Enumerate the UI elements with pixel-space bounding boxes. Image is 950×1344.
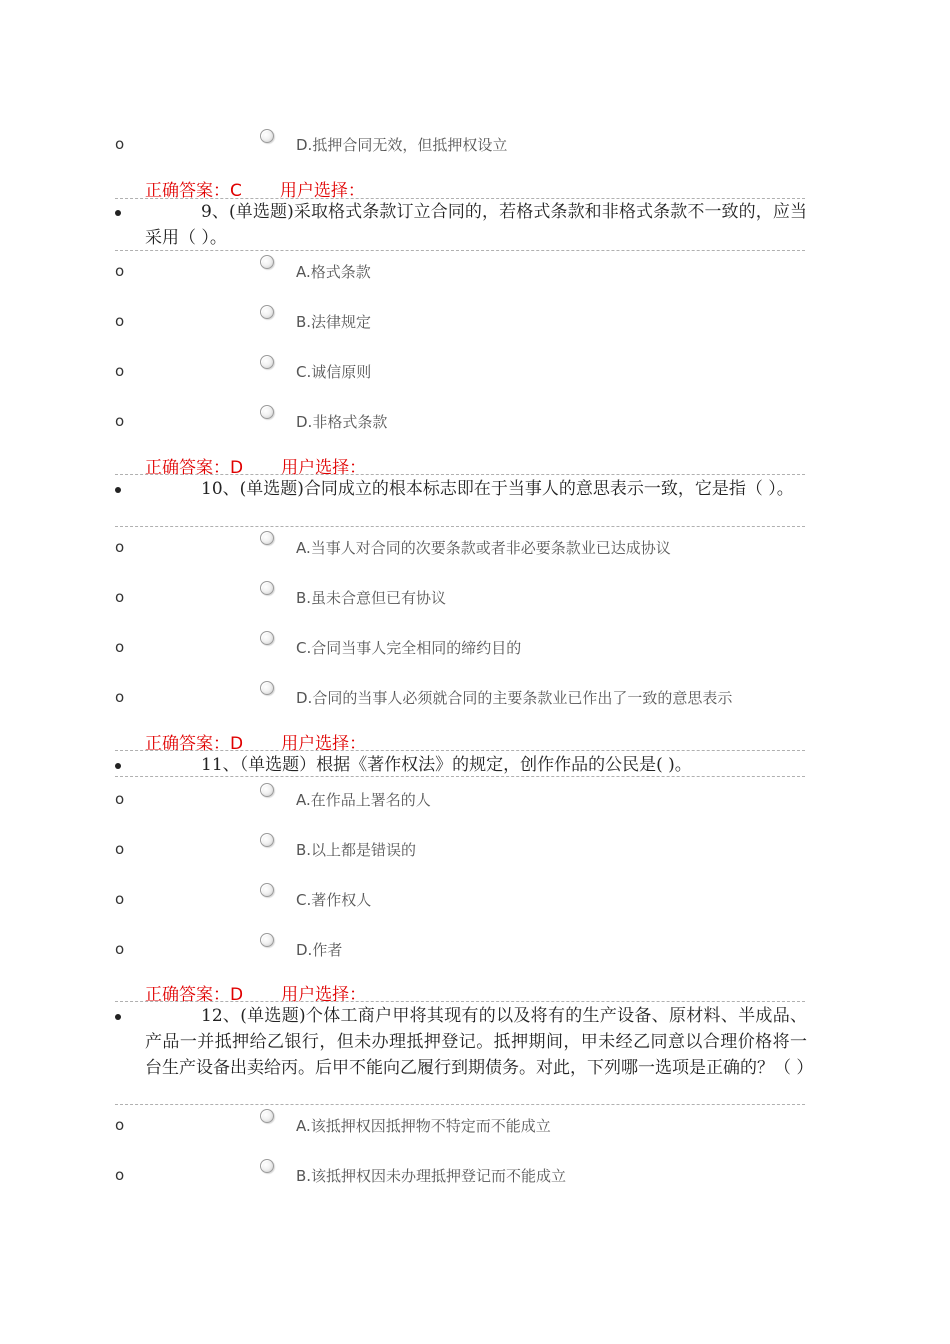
radio-button-q11-a[interactable]	[260, 783, 274, 797]
radio-button-q11-d[interactable]	[260, 933, 274, 947]
radio-button-q12-a[interactable]	[260, 1109, 274, 1123]
correct-answer-value: D	[230, 985, 244, 1005]
correct-answer-value: C	[230, 181, 242, 201]
radio-button-q9-d[interactable]	[260, 405, 274, 419]
question-bullet	[115, 210, 121, 216]
option-bullet: o	[115, 135, 125, 153]
radio-button-q10-c[interactable]	[260, 631, 274, 645]
radio-button-q10-b[interactable]	[260, 581, 274, 595]
divider	[115, 474, 805, 475]
option-bullet: o	[115, 412, 125, 430]
option-bullet: o	[115, 940, 125, 958]
radio-button-q10-d[interactable]	[260, 681, 274, 695]
option-bullet: o	[115, 790, 125, 808]
option-q9-d: D.非格式条款	[296, 413, 388, 431]
option-bullet: o	[115, 688, 125, 706]
option-bullet: o	[115, 890, 125, 908]
option-q9-b: B.法律规定	[296, 313, 372, 331]
correct-answer-label: 正确答案：	[145, 181, 230, 201]
divider	[115, 250, 805, 251]
option-bullet: o	[115, 312, 125, 330]
divider	[115, 1001, 805, 1002]
correct-answer-label: 正确答案：	[145, 458, 230, 478]
divider	[115, 526, 805, 527]
option-q11-d: D.作者	[296, 941, 343, 959]
option-q10-c: C.合同当事人完全相同的缔约目的	[296, 639, 522, 657]
radio-button-q11-b[interactable]	[260, 833, 274, 847]
option-q11-b: B.以上都是错误的	[296, 841, 417, 859]
radio-button-q10-a[interactable]	[260, 531, 274, 545]
divider	[115, 1104, 805, 1105]
radio-button-q8-d[interactable]	[260, 129, 274, 143]
user-choice-label: 用户选择：	[281, 734, 367, 754]
radio-button-q11-c[interactable]	[260, 883, 274, 897]
question-10-text: 10、(单选题)合同成立的根本标志即在于当事人的意思表示一致，它是指（ ）。	[201, 479, 794, 499]
question-9-text: 9、(单选题)采取格式条款订立合同的，若格式条款和非格式条款不一致的，应当采用（ ）。	[145, 202, 807, 248]
user-choice-label: 用户选择：	[281, 458, 367, 478]
option-q12-a: A.该抵押权因抵押物不特定而不能成立	[296, 1117, 551, 1135]
correct-answer-label: 正确答案：	[145, 985, 230, 1005]
radio-button-q9-c[interactable]	[260, 355, 274, 369]
option-q10-b: B.虽未合意但已有协议	[296, 589, 447, 607]
question-bullet	[115, 763, 121, 769]
option-q11-c: C.著作权人	[296, 891, 372, 909]
option-bullet: o	[115, 262, 125, 280]
option-bullet: o	[115, 588, 125, 606]
option-q10-d: D.合同的当事人必须就合同的主要条款业已作出了一致的意思表示	[296, 689, 733, 707]
option-q9-a: A.格式条款	[296, 263, 371, 281]
question-12-text: 12、(单选题)个体工商户甲将其现有的以及将有的生产设备、原材料、半成品、产品一并抵押给乙银行，但未办理抵押登记。抵押期间，甲未经乙同意以合理价格将一台生产设备出卖给丙。后甲不能向乙履行到期债务。对此，下列哪一选项是正确的？（ ）	[145, 1006, 814, 1078]
option-q11-a: A.在作品上署名的人	[296, 791, 431, 809]
radio-button-q9-b[interactable]	[260, 305, 274, 319]
option-bullet: o	[115, 538, 125, 556]
option-q10-a: A.当事人对合同的次要条款或者非必要条款业已达成协议	[296, 539, 671, 557]
question-11-text: 11、（单选题）根据《著作权法》的规定，创作作品的公民是( )。	[201, 755, 692, 775]
correct-answer-value: D	[230, 458, 244, 478]
option-bullet: o	[115, 840, 125, 858]
option-q8-d: D.抵押合同无效，但抵押权设立	[296, 136, 508, 154]
user-choice-label: 用户选择：	[281, 985, 367, 1005]
question-bullet	[115, 487, 121, 493]
option-q12-b: B.该抵押权因未办理抵押登记而不能成立	[296, 1167, 567, 1185]
option-bullet: o	[115, 1166, 125, 1184]
divider	[115, 776, 805, 777]
option-bullet: o	[115, 362, 125, 380]
correct-answer-label: 正确答案：	[145, 734, 230, 754]
option-q9-c: C.诚信原则	[296, 363, 372, 381]
option-bullet: o	[115, 638, 125, 656]
radio-button-q12-b[interactable]	[260, 1159, 274, 1173]
radio-button-q9-a[interactable]	[260, 255, 274, 269]
divider	[115, 750, 805, 751]
user-choice-label: 用户选择：	[279, 181, 365, 201]
question-bullet	[115, 1014, 121, 1020]
correct-answer-value: D	[230, 734, 244, 754]
option-bullet: o	[115, 1116, 125, 1134]
